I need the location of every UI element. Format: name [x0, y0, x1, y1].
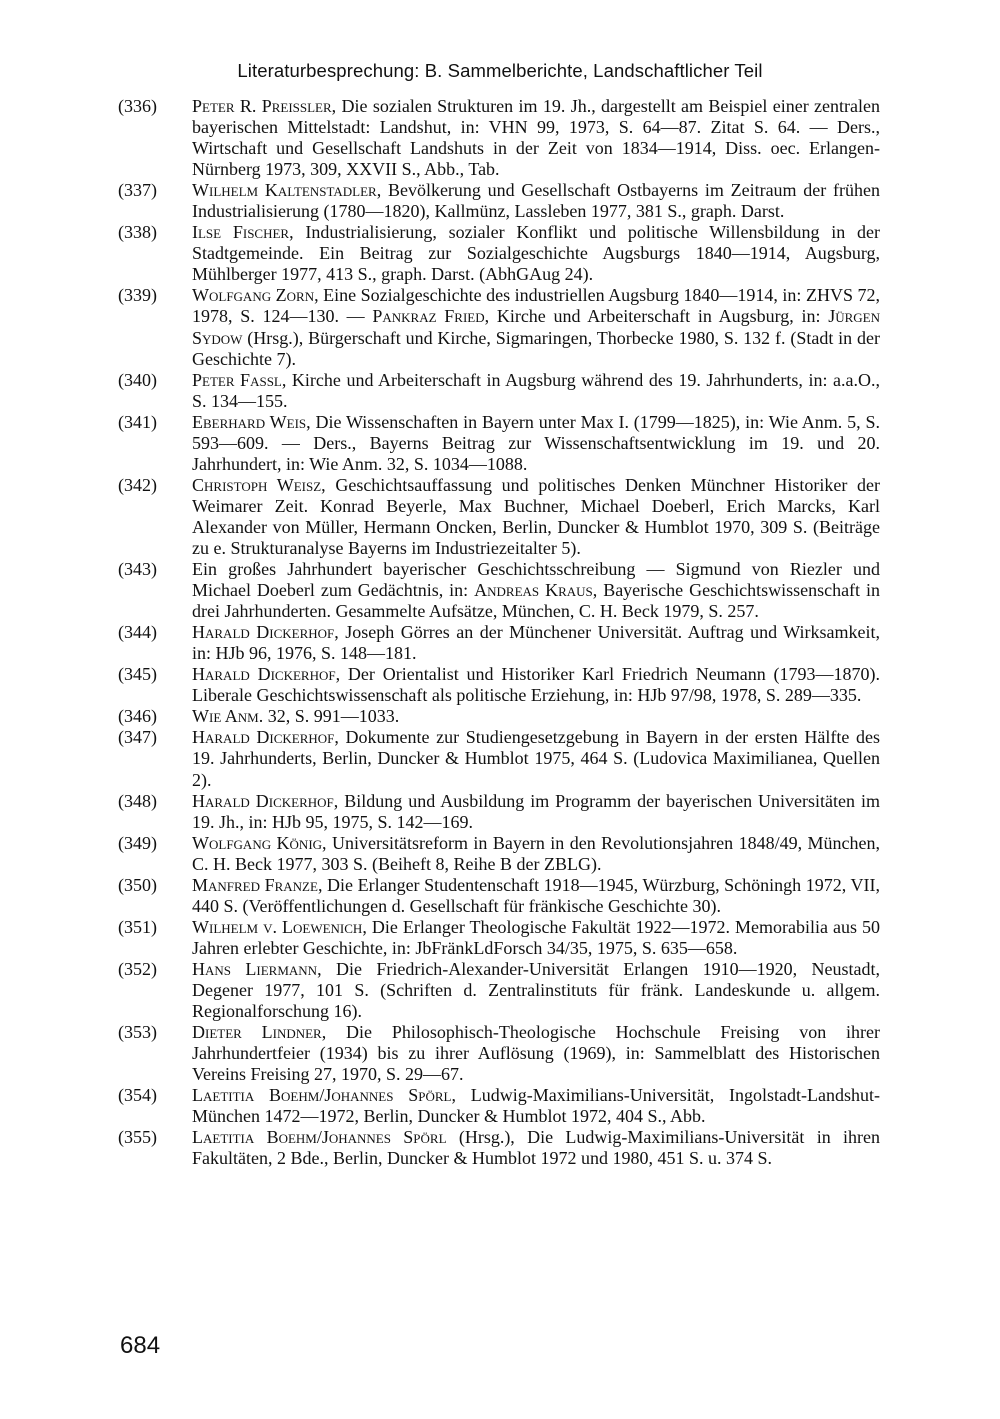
- bibliography-entry: [118, 559, 880, 622]
- entry-author: Pankraz Fried: [372, 306, 485, 327]
- entry-author: Wie Anm.: [192, 706, 264, 727]
- entry-text: , Die Wissenschaften in Bayern unter Max I. (1799—1825), in: Wie Anm. 5, S. 593—609. — Ders., Bayerns Beitrag zur Wissenschaftsentwicklung im 19. und 20. Jahrhundert, in: Wie Anm. 32, S. 1034—1088.: [192, 411, 881, 474]
- entry-author: Harald Dickerhof: [192, 622, 335, 643]
- bibliography-entry: [118, 622, 880, 664]
- entry-text: Ein großes Jahrhundert bayerischer Geschichtsschreibung — Sigmund von Riezler und Michael Doeberl zum Gedächtnis, in:: [192, 559, 880, 601]
- entry-text: , Die Erlanger Theologische Fakultät 1922—1972. Memorabilia aus 50 Jahren erlebter Geschichte, in: JbFränkLdForsch 34/35, 1975, S. 635—658.: [192, 916, 880, 958]
- entry-text: , Bildung und Ausbildung im Programm der bayerischen Universitäten im 19. Jh., in: HJb 95, 1975, S. 142—169.: [192, 790, 880, 832]
- entry-author: Jürgen Sydow: [192, 306, 881, 348]
- entry-text: , Joseph Görres an der Münchener Universität. Auftrag und Wirksamkeit, in: HJb 96, 1976, S. 148—181.: [192, 622, 881, 664]
- entry-author: Wilhelm v. Loewenich: [192, 916, 363, 937]
- bibliography-entry: [118, 370, 880, 412]
- entry-author: Peter R. Preissler: [192, 96, 332, 116]
- entry-author: Eberhard Weis: [192, 411, 307, 432]
- entry-text: , Universitätsreform in Bayern in den Revolutionsjahren 1848/49, München, C. H. Beck 1977, 303 S. (Beiheft 8, Reihe B der ZBLG).: [192, 832, 881, 874]
- entry-text: , Kirche und Arbeiterschaft in Augsburg während des 19. Jahrhunderts, in: a.a.O., S. 134—155.: [192, 369, 880, 411]
- bibliography-entry: [118, 1022, 880, 1085]
- entry-number: (355): [118, 1127, 157, 1148]
- entry-text: 32, S. 991—1033.: [263, 706, 400, 727]
- bibliography-entry: [118, 664, 880, 706]
- bibliography-entry: [118, 833, 880, 875]
- entry-author: Wolfgang König: [192, 832, 323, 853]
- page-number: 684: [120, 1332, 161, 1359]
- entry-author: Manfred Franze: [192, 874, 318, 895]
- bibliography-entry: [118, 1127, 880, 1169]
- entry-number: (354): [118, 1085, 157, 1106]
- bibliography-entry: [118, 706, 880, 727]
- entry-text: , Die Philosophisch-Theologische Hochschule Freising von ihrer Jahrhundertfeier (1934) bis zu ihrer Auflösung (1969), in: Sammelblatt des Historischen Vereins Freising 27, 1970, S. 29—67.: [192, 1022, 880, 1085]
- entry-text: , Ludwig-Maximilians-Universität, Ingolstadt-Landshut-München 1472—1972, Berlin, Duncker & Humblot 1972, 404 S., Abb.: [192, 1085, 880, 1127]
- entry-text: , Geschichtsauffassung und politisches Denken Münchner Historiker der Weimarer Zeit. Konrad Beyerle, Max Buchner, Michael Doeberl, Erich Marcks, Karl Alexander von Müller, Hermann Oncken, Berlin, Duncker & Humblot 1970, 309 S. (Beiträge zu e. Strukturanalyse Bayerns im Industriezeitalter 5).: [192, 474, 880, 558]
- bibliography-entry: [118, 96, 880, 180]
- entry-number: (352): [118, 958, 157, 979]
- bibliography-entry: [118, 285, 880, 369]
- entry-author: Hans Liermann: [192, 958, 318, 979]
- bibliography-entry: [118, 791, 880, 833]
- bibliography-list: [118, 96, 880, 1169]
- entry-text: , Kirche und Arbeiterschaft in Augsburg, in:: [484, 306, 829, 327]
- entry-text: (Hrsg.), Bürgerschaft und Kirche, Sigmaringen, Thorbecke 1980, S. 132 f. (Stadt in der Geschichte 7).: [192, 327, 880, 369]
- entry-number: (351): [118, 916, 157, 937]
- entry-number: (339): [118, 285, 157, 306]
- entry-author: Andreas Kraus: [474, 580, 593, 601]
- entry-number: (348): [118, 790, 157, 811]
- entry-author: Laetitia Boehm/Johannes Spörl: [192, 1085, 452, 1106]
- entry-text: , Die Friedrich-Alexander-Universität Erlangen 1910—1920, Neustadt, Degener 1977, 101 S. (Schriften d. Zentralinstituts für fränk. Landeskunde u. allgem. Regionalforschung 16).: [192, 958, 880, 1022]
- bibliography-entry: [118, 917, 880, 959]
- entry-author: Laetitia Boehm/Johannes Spörl: [192, 1127, 447, 1148]
- bibliography-entry: [118, 180, 880, 222]
- bibliography-entry: [118, 412, 880, 475]
- bibliography-entry: [118, 959, 880, 1022]
- entry-text: , Eine Sozialgeschichte des industriellen Augsburg 1840—1914, in: ZHVS 72, 1978, S. 124—130. —: [192, 285, 880, 327]
- bibliography-entry: [118, 1085, 880, 1127]
- entry-number: (340): [118, 369, 157, 390]
- entry-text: , Industrialisierung, sozialer Konflikt und politische Willensbildung in der Stadtgemeinde. Ein Beitrag zur Sozialgeschichte Augsburgs 1840—1914, Augsburg, Mühlberger 1977, 413 S., graph. Darst. (AbhGAug 24).: [192, 222, 880, 285]
- entry-author: Wolfgang Zorn: [192, 285, 315, 306]
- entry-author: Harald Dickerhof: [192, 790, 334, 811]
- entry-number: (336): [118, 96, 157, 116]
- bibliography-entry: [118, 875, 880, 917]
- entry-text: , Bayerische Geschichtswissenschaft in drei Jahrhunderten. Gesammelte Aufsätze, München, C. H. Beck 1979, S. 257.: [192, 580, 880, 622]
- entry-number: (349): [118, 832, 157, 853]
- entry-number: (341): [118, 411, 157, 432]
- entry-number: (338): [118, 222, 157, 243]
- entry-number: (342): [118, 474, 157, 495]
- entry-number: (343): [118, 559, 157, 580]
- entry-number: (346): [118, 706, 157, 727]
- entry-number: (344): [118, 622, 157, 643]
- entry-author: Dieter Lindner: [192, 1022, 322, 1043]
- entry-author: Christoph Weisz: [192, 474, 322, 495]
- entry-author: Harald Dickerhof: [192, 727, 335, 748]
- entry-author: Peter Fassl: [192, 369, 282, 390]
- entry-text: , Der Orientalist und Historiker Karl Friedrich Neumann (1793—1870). Liberale Geschichtswissenschaft als politische Erziehung, in: HJb 97/98, 1978, S. 289—335.: [192, 664, 881, 706]
- entry-author: Wilhelm Kaltenstadler: [192, 180, 377, 201]
- entry-text: , Die sozialen Strukturen im 19. Jh., dargestellt am Beispiel einer zentralen bayerischen Mittelstadt: Landshut, in: VHN 99, 1973, S. 64—87. Zitat S. 64. — Ders., Wirtschaft und Gesellschaft Landshuts in der Zeit von 1834—1914, Diss. oec. Erlangen-Nürnberg 1973, 309, XXVII S., Abb., Tab.: [192, 96, 880, 180]
- entry-number: (345): [118, 664, 157, 685]
- entry-text: , Bevölkerung und Gesellschaft Ostbayerns im Zeitraum der frühen Industrialisierung (1780—1820), Kallmünz, Lassleben 1977, 381 S., graph. Darst.: [192, 180, 881, 222]
- bibliography-entry: [118, 475, 880, 559]
- entry-text: , Die Erlanger Studentenschaft 1918—1945, Würzburg, Schöningh 1972, VII, 440 S. (Veröffentlichungen d. Gesellschaft für fränkische Geschichte 30).: [192, 874, 880, 916]
- entry-text: (Hrsg.), Die Ludwig-Maximilians-Universität in ihren Fakultäten, 2 Bde., Berlin, Duncker & Humblot 1972 und 1980, 451 S. u. 374 S.: [192, 1127, 880, 1169]
- entry-author: Harald Dickerhof: [192, 664, 336, 685]
- entry-number: (337): [118, 180, 157, 201]
- entry-number: (350): [118, 874, 157, 895]
- entry-author: Ilse Fischer: [192, 222, 290, 243]
- running-head: Literaturbesprechung: B. Sammelberichte, Landschaftlicher Teil: [237, 60, 763, 81]
- entry-number: (347): [118, 727, 157, 748]
- bibliography-entry: [118, 222, 880, 285]
- entry-text: , Dokumente zur Studiengesetzgebung in Bayern in der ersten Hälfte des 19. Jahrhunderts, Berlin, Duncker & Humblot 1975, 464 S. (Ludovica Maximilianea, Quellen 2).: [192, 727, 880, 790]
- bibliography-entry: [118, 727, 880, 790]
- entry-number: (353): [118, 1022, 157, 1043]
